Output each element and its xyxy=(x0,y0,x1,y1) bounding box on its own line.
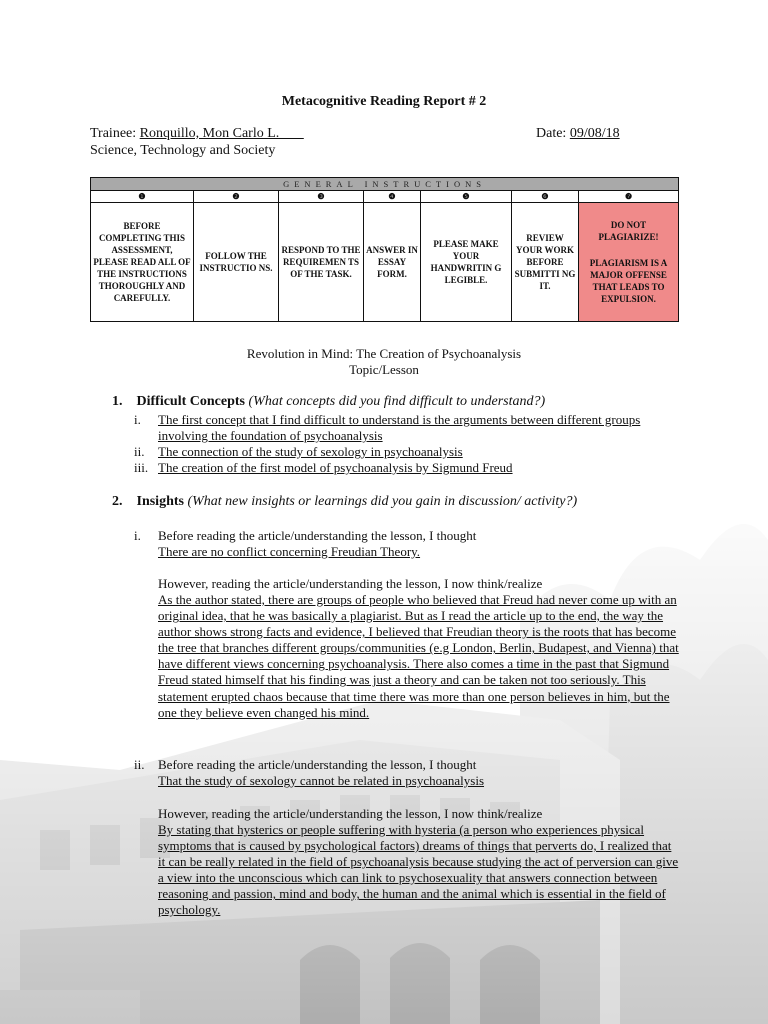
item-marker: ii. xyxy=(134,444,145,459)
warning-line-1: DO NOT PLAGIARIZE! xyxy=(598,220,659,242)
insight-before-label: Before reading the article/understanding the lesson, I thought xyxy=(158,528,477,543)
general-instructions-table xyxy=(90,177,679,322)
date-line xyxy=(536,126,620,142)
instruction-number: ❼ xyxy=(579,191,679,203)
insight-after-label: However, reading the article/understanding the lesson, I now think/realize xyxy=(158,806,543,821)
section-prompt: (What concepts did you find difficult to understand?) xyxy=(248,394,546,409)
insight-before xyxy=(158,544,678,560)
instruction-follow: FOLLOW THE INSTRUCTIO NS. xyxy=(194,203,279,322)
insight-after xyxy=(158,822,680,919)
instruction-respond: RESPOND TO THE REQUIREMEN TS OF THE TASK. xyxy=(279,203,364,322)
date-label: Date: xyxy=(536,126,570,141)
section-heading: Insights xyxy=(136,494,184,509)
section-heading: Difficult Concepts xyxy=(136,394,245,409)
item-marker: i. xyxy=(134,412,141,427)
item-marker: ii. xyxy=(134,757,145,772)
section-insights xyxy=(112,494,577,510)
trainee-name: Ronquillo, Mon Carlo L. xyxy=(139,126,304,141)
instruction-legible: PLEASE MAKE YOUR HANDWRITIN G LEGIBLE. xyxy=(421,203,512,322)
difficult-concept-text: The first concept that I find difficult to understand is the arguments between different groups involving the foundation of psychoanalysis xyxy=(158,412,641,443)
report-title: Metacognitive Reading Report # 2 xyxy=(281,94,487,109)
lesson-label: Topic/Lesson xyxy=(349,362,419,377)
trainee-label: Trainee: xyxy=(90,126,140,141)
instruction-read-all: BEFORE COMPLETING THIS ASSESSMENT, PLEASE READ ALL OF THE INSTRUCTIONS THOROUGHLY AND CAREFULLY. xyxy=(91,203,194,322)
section-number: 2. xyxy=(112,494,123,509)
instruction-number: ❹ xyxy=(364,191,421,203)
insight-after xyxy=(158,592,680,721)
instruction-number: ❸ xyxy=(279,191,364,203)
item-marker: i. xyxy=(134,528,141,543)
insight-before-text: There are no conflict concerning Freudian Theory. xyxy=(158,544,421,559)
instruction-number: ❻ xyxy=(512,191,579,203)
course-name: Science, Technology and Society xyxy=(90,143,276,158)
trainee-line xyxy=(90,126,304,142)
lesson-title: Revolution in Mind: The Creation of Psychoanalysis xyxy=(246,346,522,361)
insight-after-label: However, reading the article/understanding the lesson, I now think/realize xyxy=(158,576,543,591)
warning-line-2: PLAGIARISM IS A MAJOR OFFENSE THAT LEADS TO EXPULSION. xyxy=(589,258,668,304)
instruction-plagiarism-warning xyxy=(579,203,679,322)
insight-before-text: That the study of sexology cannot be related in psychoanalysis xyxy=(158,773,485,788)
difficult-concept-text: The connection of the study of sexology in psychoanalysis xyxy=(158,444,463,459)
difficult-concept-text: The creation of the first model of psychoanalysis by Sigmund Freud xyxy=(158,460,513,475)
date-value: 09/08/18 xyxy=(569,126,620,141)
instruction-number: ❶ xyxy=(91,191,194,203)
insight-after-text: By stating that hysterics or people suffering with hysteria (a person who experiences physical symptoms that is caused by psychological factors) dreams of things that perverts do, I realized that it can be really related in the field of psychoanalysis because studying the act of perversion can give a view into the unconscious which can link to psychosexuality that answers connection between reasoning and passion, mind and body, the human and the animal which is essential in the field of psychology. xyxy=(158,822,679,918)
section-prompt: (What new insights or learnings did you gain in discussion/ activity?) xyxy=(187,494,578,509)
item-marker: iii. xyxy=(134,460,149,475)
instructions-heading: GENERAL INSTRUCTIONS xyxy=(91,178,679,191)
difficult-concept-item xyxy=(158,444,678,460)
difficult-concept-item xyxy=(158,412,678,444)
insight-after-text: As the author stated, there are groups of people who believed that Freud had never come up with an original idea, that he was basically a plagiarist. But as I read the article up to the end, the way the author shows strong facts and evidence, I believed that Freudian theory is the roots that has become the tree that branches different groups/communities (e.g London, Berlin, Budapest, and Vienna) that have different views concerning psychoanalysis. There also comes a time in the past that Sigmund Freud stated himself that his finding was just a theory and can be taken not too seriously. This statement erupted chaos because that time there was more than one person believes in him, but the one they believe even changed his mind. xyxy=(158,592,679,720)
section-number: 1. xyxy=(112,394,123,409)
insight-before-label: Before reading the article/understanding the lesson, I thought xyxy=(158,757,477,772)
instruction-number: ❺ xyxy=(421,191,512,203)
difficult-concept-item xyxy=(158,460,678,476)
section-difficult-concepts xyxy=(112,394,545,410)
insight-before xyxy=(158,773,678,789)
instruction-review: REVIEW YOUR WORK BEFORE SUBMITTI NG IT. xyxy=(512,203,579,322)
instruction-essay: ANSWER IN ESSAY FORM. xyxy=(364,203,421,322)
instruction-number: ❷ xyxy=(194,191,279,203)
